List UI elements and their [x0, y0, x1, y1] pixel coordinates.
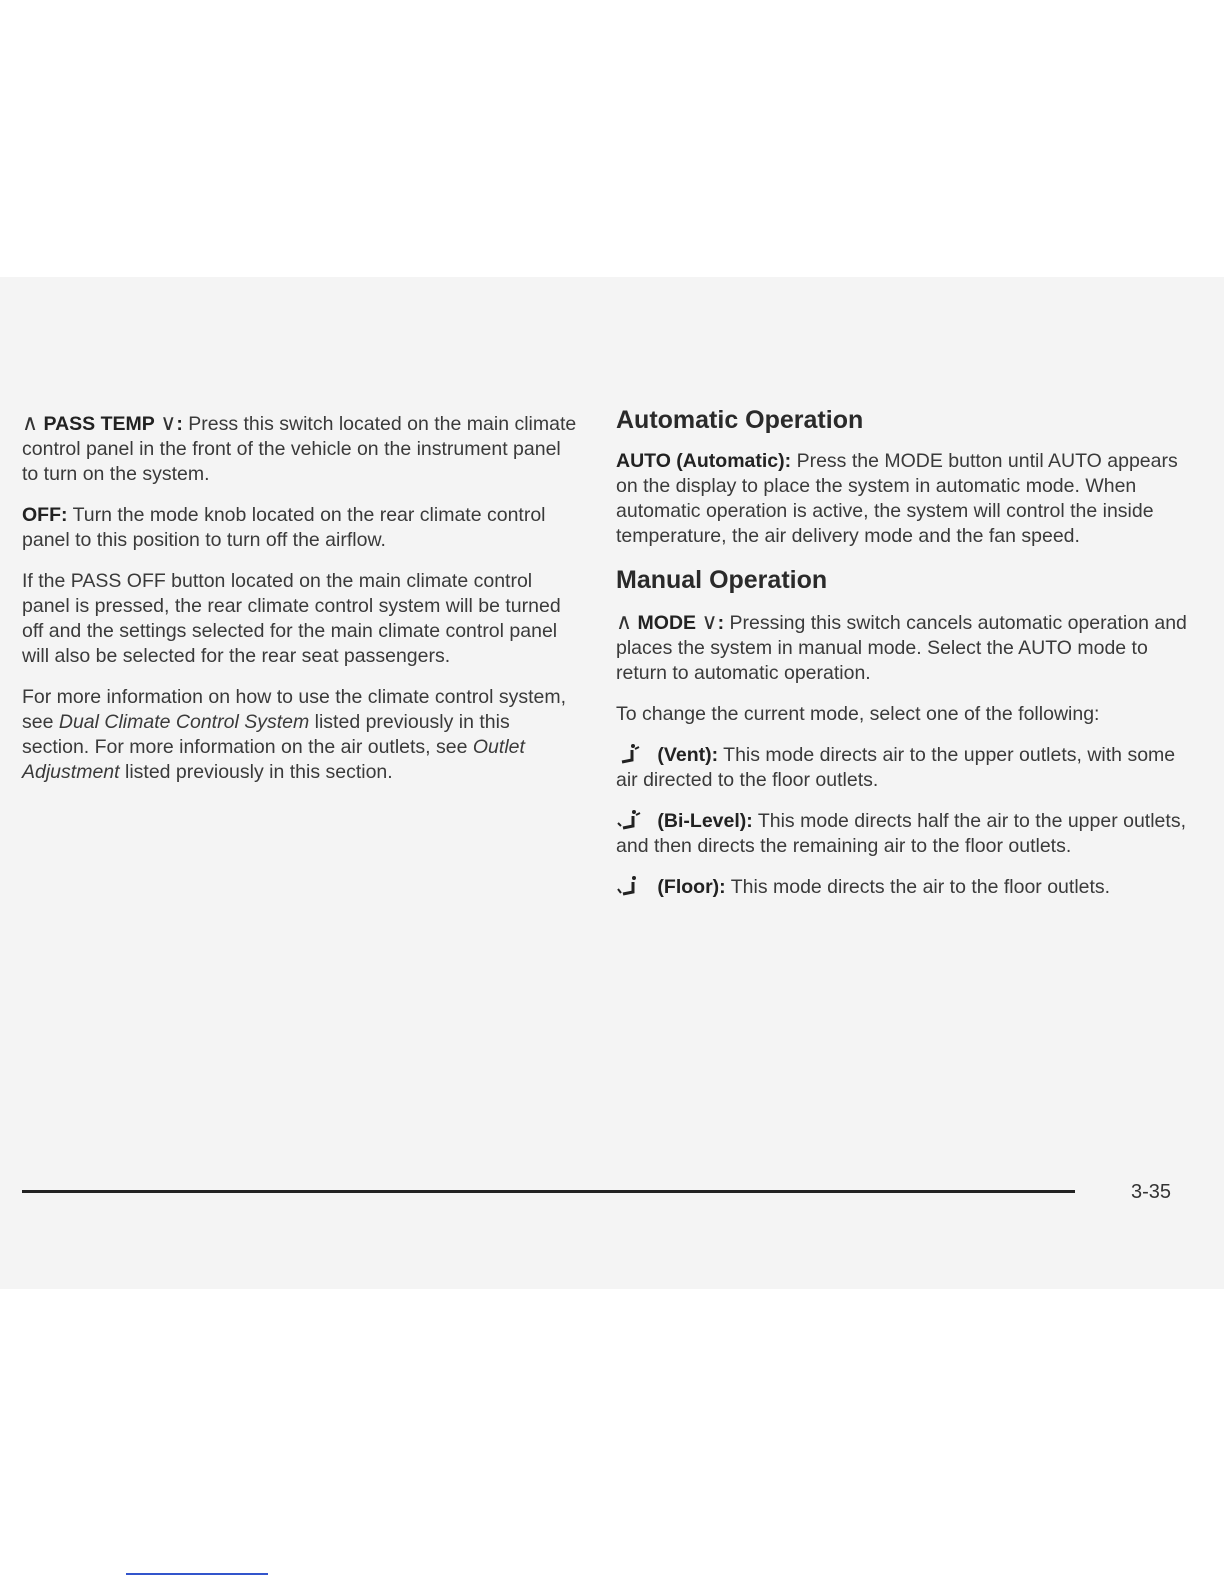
auto-text: Press the MODE button until AUTO appears on the display to place the system in automatic mode. When automatic operation is active, the system will control the inside temperature, the air delivery mode and the fan speed. — [616, 450, 1178, 547]
mode-text: Pressing this switch cancels automatic operation and places the system in manual mode. Select the AUTO mode to return to automatic operation. — [616, 612, 1187, 684]
pass-temp-colon: : — [176, 413, 183, 435]
floor-text: This mode directs the air to the floor outlets. — [730, 876, 1111, 898]
down-arrow-icon: ∨ — [701, 609, 718, 634]
more-info-paragraph — [22, 685, 582, 785]
vent-paragraph — [616, 743, 1191, 793]
floor-label: (Floor): — [657, 876, 726, 898]
change-mode-paragraph: To change the current mode, select one of the following: — [616, 703, 1100, 725]
mode-paragraph — [616, 609, 1191, 686]
more-info-text-3: listed previously in this section. — [124, 761, 393, 783]
bilevel-mode-icon — [616, 809, 642, 831]
floor-mode-icon — [616, 875, 642, 897]
automatic-operation-heading: Automatic Operation — [616, 406, 864, 434]
auto-label: AUTO (Automatic): — [616, 450, 792, 472]
footer-rule — [22, 1190, 1075, 1193]
off-paragraph — [22, 503, 582, 553]
pass-temp-label: PASS TEMP — [43, 413, 155, 435]
outlet-adjustment-reference: Outlet Adjustment — [22, 736, 525, 783]
off-text: Turn the mode knob located on the rear climate control panel to this position to turn off the airflow. — [22, 504, 546, 551]
vent-text: This mode directs air to the upper outlets, with some air directed to the floor outlets. — [616, 744, 1176, 791]
down-arrow-icon: ∨ — [160, 410, 177, 435]
mode-colon: : — [717, 612, 725, 634]
up-arrow-icon: ∧ — [22, 410, 39, 435]
manual-operation-heading: Manual Operation — [616, 566, 828, 594]
bilevel-label: (Bi-Level): — [657, 810, 753, 832]
page-number: 3-35 — [1131, 1181, 1172, 1203]
bilevel-text: This mode directs half the air to the upper outlets, and then directs the remaining air to the floor outlets. — [616, 810, 1186, 857]
vent-label: (Vent): — [657, 744, 719, 766]
pass-off-paragraph: If the PASS OFF button located on the main climate control panel is pressed, the rear climate control system will be turned off and the settings selected for the main climate control panel will also be selected for the rear seat passengers. — [22, 570, 561, 667]
pass-temp-text: Press this switch located on the main climate control panel in the front of the vehicle on the instrument panel to turn on the system. — [22, 413, 577, 485]
bottom-link-underline[interactable] — [126, 1573, 268, 1575]
mode-label: MODE — [637, 612, 697, 634]
floor-paragraph — [616, 875, 1191, 900]
more-info-text-2: listed previously in this section. For more information on the air outlets, see — [22, 711, 510, 758]
pass-temp-paragraph — [22, 410, 582, 487]
more-info-text-1: For more information on how to use the climate control system, see — [22, 686, 567, 733]
vent-mode-icon — [616, 743, 642, 765]
right-column — [616, 405, 1191, 916]
dual-climate-reference: Dual Climate Control System — [58, 711, 310, 733]
bilevel-paragraph — [616, 809, 1191, 859]
up-arrow-icon: ∧ — [616, 609, 633, 634]
auto-paragraph — [616, 449, 1191, 549]
left-column — [22, 410, 582, 801]
off-label: OFF: — [22, 504, 68, 526]
